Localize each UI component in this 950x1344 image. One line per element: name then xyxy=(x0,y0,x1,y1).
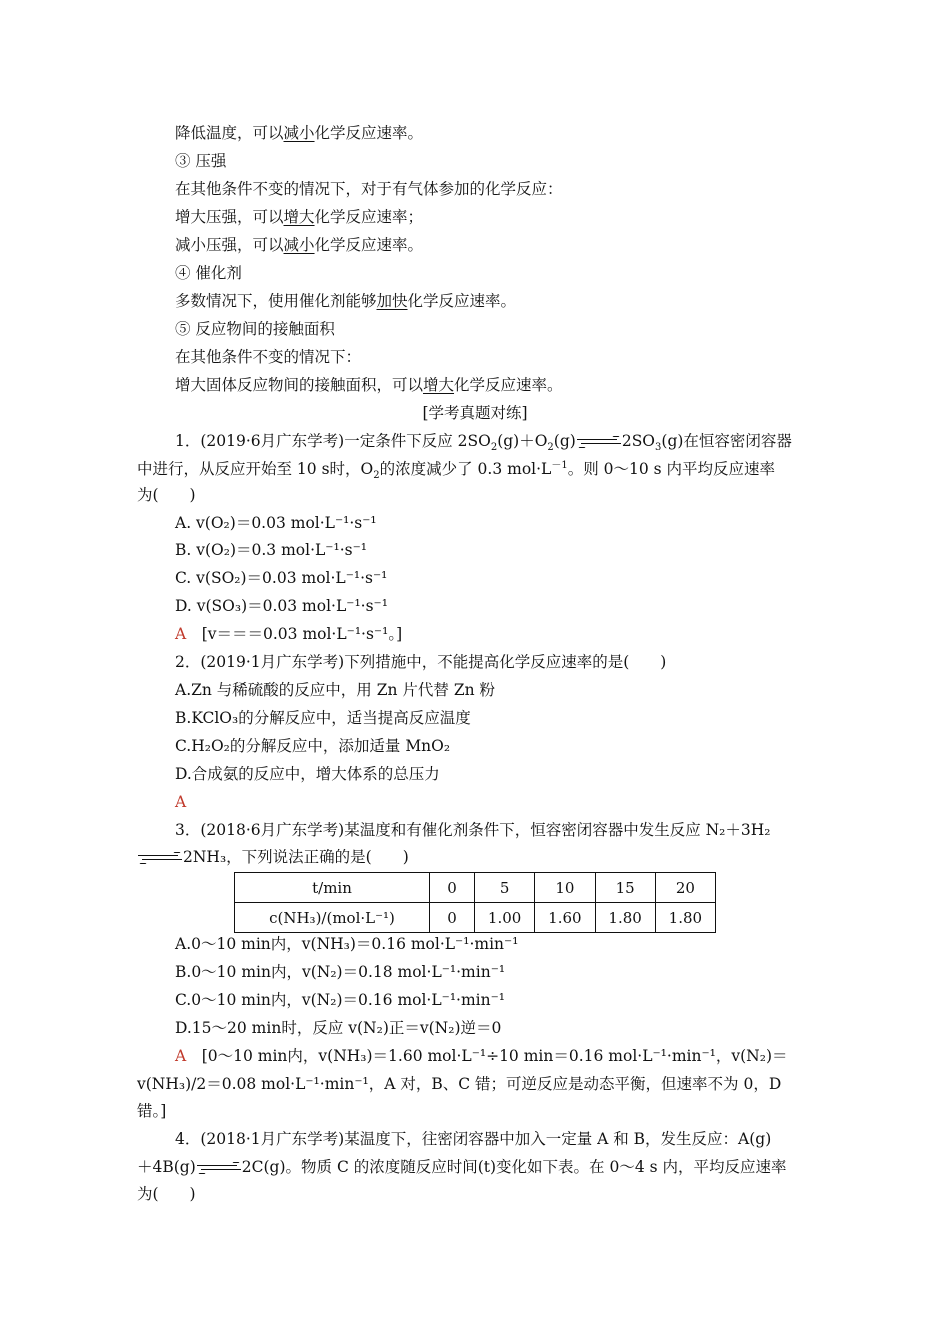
equilibrium-arrow-icon xyxy=(138,852,182,864)
contact-area-line: 增大固体反应物间的接触面积，可以增大化学反应速率。 xyxy=(175,376,563,394)
q2-answer: A xyxy=(175,793,187,811)
pressure-decrease-line: 减小压强，可以减小化学反应速率。 xyxy=(175,236,424,254)
section-title: [学考真题对练] xyxy=(422,404,528,422)
q3-option-a: A.0～10 min内，v(NH₃)＝0.16 mol·L⁻¹·min⁻¹ xyxy=(175,935,519,953)
table-cell: 1.80 xyxy=(595,903,655,933)
q3-stem: 3．(2018·6月广东学考)某温度和有催化剂条件下，恒容密闭容器中发生反应 N₂＋3H₂ xyxy=(175,821,771,839)
q4-stem-line3: 为( ) xyxy=(137,1185,196,1203)
table-cell: t/min xyxy=(235,873,430,903)
table-cell: 0 xyxy=(430,873,475,903)
q3-stem-line2: 2NH₃，下列说法正确的是( ) xyxy=(137,847,409,867)
contact-area-condition: 在其他条件不变的情况下： xyxy=(175,348,362,366)
q3-answer-line1: A [0～10 min内，v(NH₃)＝1.60 mol·L⁻¹÷10 min＝0.16 mol·L⁻¹·min⁻¹，v(N₂)＝ xyxy=(175,1047,788,1065)
temp-decrease-line: 降低温度，可以减小化学反应速率。 xyxy=(175,124,424,142)
q1-option-a: A. v(O₂)＝0.03 mol·L⁻¹·s⁻¹ xyxy=(175,514,377,532)
q3-answer-line3: 错。] xyxy=(137,1102,167,1120)
catalyst-heading: ④ 催化剂 xyxy=(175,264,242,282)
q3-option-d: D.15～20 min时，反应 v(N₂)正＝v(N₂)逆＝0 xyxy=(175,1019,502,1037)
table-cell: 1.80 xyxy=(655,903,715,933)
q1-answer: A [v＝＝＝0.03 mol·L⁻¹·s⁻¹。] xyxy=(175,625,403,643)
pressure-condition: 在其他条件不变的情况下，对于有气体参加的化学反应： xyxy=(175,180,563,198)
q2-option-c: C.H₂O₂的分解反应中，添加适量 MnO₂ xyxy=(175,737,451,755)
table-row xyxy=(235,903,716,933)
q4-stem-line2: ＋4B(g) 2C(g)。物质 C 的浓度随反应时间(t)变化如下表。在 0～4 s 内，平均反应速率 xyxy=(137,1158,787,1176)
q1-stem-line2: 中进行，从反应开始至 10 s时，$O_2$的浓度减少了 0.3 $mol\cdot L^{-1}$。则 0～10 s 内平均反应速率 xyxy=(137,459,776,482)
table-cell: 10 xyxy=(535,873,595,903)
equilibrium-arrow-icon xyxy=(197,1162,241,1174)
q2-option-b: B.KClO₃的分解反应中，适当提高反应温度 xyxy=(175,709,471,727)
table-cell: 1.60 xyxy=(535,903,595,933)
contact-area-heading: ⑤ 反应物间的接触面积 xyxy=(175,320,335,338)
q3-option-c: C.0～10 min内，v(N₂)＝0.16 mol·L⁻¹·min⁻¹ xyxy=(175,991,506,1009)
q1-option-d: D. v(SO₃)＝0.03 mol·L⁻¹·s⁻¹ xyxy=(175,597,388,615)
q3-option-b: B.0～10 min内，v(N₂)＝0.18 mol·L⁻¹·min⁻¹ xyxy=(175,963,506,981)
q1-option-b: B. v(O₂)＝0.3 mol·L⁻¹·s⁻¹ xyxy=(175,541,367,559)
q2-option-d: D.合成氨的反应中，增大体系的总压力 xyxy=(175,765,440,783)
q3-answer-line2: v(NH₃)/2＝0.08 mol·L⁻¹·min⁻¹，A 对，B、C 错；可逆反应是动态平衡，但速率不为 0，D xyxy=(137,1075,782,1093)
q1-stem: 1．(2019·6月广东学考)一定条件下反应 $2SO_2(g)+O_2(g)$ $2SO_3(g)$在恒容密闭容器 xyxy=(175,432,792,454)
concentration-table xyxy=(234,872,716,933)
table-cell: 20 xyxy=(655,873,715,903)
table-cell: 5 xyxy=(475,873,535,903)
q4-stem: 4．(2018·1月广东学考)某温度下，往密闭容器中加入一定量 A 和 B，发生反应：A(g) xyxy=(175,1130,772,1148)
pressure-increase-line: 增大压强，可以增大化学反应速率； xyxy=(175,208,424,226)
table-cell: 0 xyxy=(430,903,475,933)
table-cell: 15 xyxy=(595,873,655,903)
table-header-row xyxy=(235,873,716,903)
equilibrium-arrow-icon xyxy=(577,436,621,448)
q1-option-c: C. v(SO₂)＝0.03 mol·L⁻¹·s⁻¹ xyxy=(175,569,388,587)
q2-option-a: A.Zn 与稀硫酸的反应中，用 Zn 片代替 Zn 粉 xyxy=(175,681,496,699)
pressure-heading: ③ 压强 xyxy=(175,152,227,170)
table-cell: 1.00 xyxy=(475,903,535,933)
catalyst-line: 多数情况下，使用催化剂能够加快化学反应速率。 xyxy=(175,292,517,310)
table-cell: c(NH₃)/(mol·L⁻¹) xyxy=(235,903,430,933)
q2-stem: 2．(2019·1月广东学考)下列措施中，不能提高化学反应速率的是( ) xyxy=(175,653,667,671)
q1-stem-line3: 为( ) xyxy=(137,486,196,504)
